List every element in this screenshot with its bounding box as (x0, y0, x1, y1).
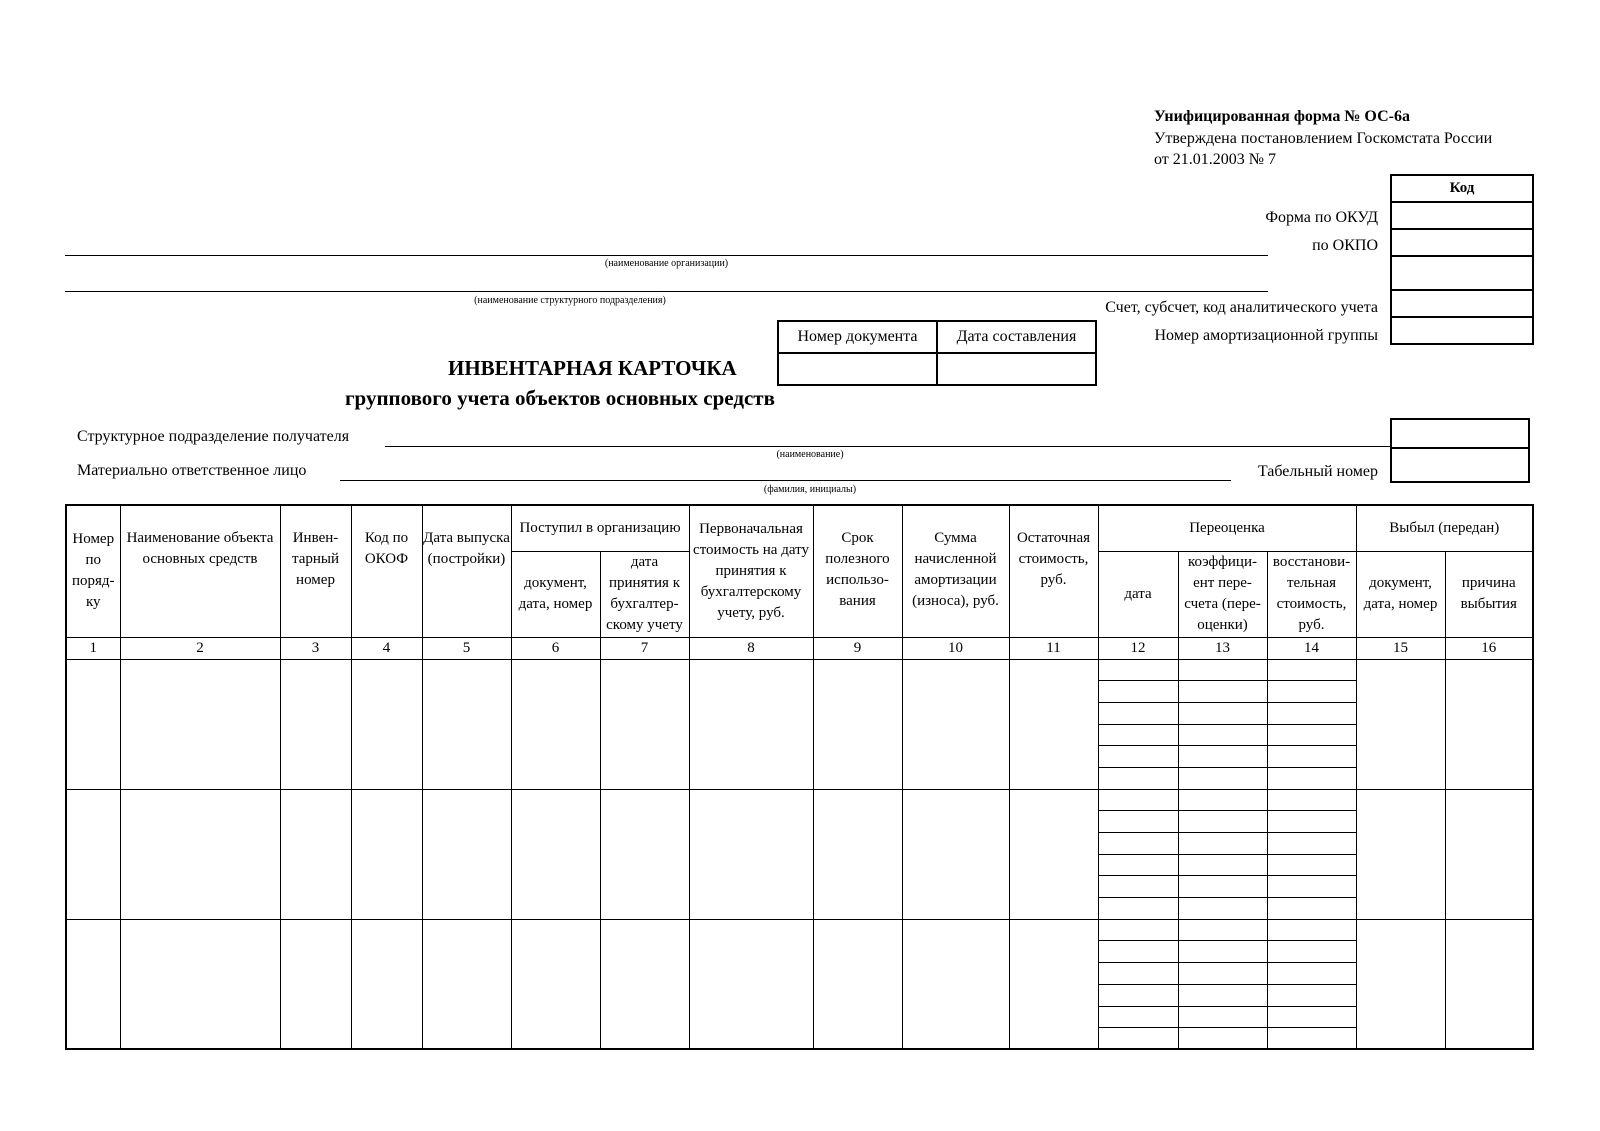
col-number-6: 6 (511, 637, 600, 659)
col-header-14: восстанови-тельная стоимость, руб. (1267, 551, 1356, 637)
revaluation-cell[interactable] (1267, 984, 1356, 1006)
revaluation-cell[interactable] (1267, 811, 1356, 833)
col-header-6-7: Поступил в организацию (511, 505, 689, 551)
revaluation-cell[interactable] (1098, 963, 1178, 985)
okpo-label: по ОКПО (1312, 237, 1378, 254)
revaluation-cell[interactable] (1267, 876, 1356, 898)
revaluation-cell[interactable] (1178, 659, 1267, 681)
okud-code-cell[interactable] (1391, 202, 1533, 229)
table-cell[interactable] (511, 659, 600, 789)
revaluation-cell[interactable] (1178, 1028, 1267, 1050)
revaluation-cell[interactable] (1098, 767, 1178, 789)
col-number-13: 13 (1178, 637, 1267, 659)
table-cell[interactable] (689, 919, 813, 1049)
table-cell[interactable] (351, 659, 422, 789)
table-cell[interactable] (902, 659, 1009, 789)
revaluation-cell[interactable] (1098, 659, 1178, 681)
revaluation-cell[interactable] (1098, 702, 1178, 724)
table-cell[interactable] (120, 919, 280, 1049)
revaluation-cell[interactable] (1267, 681, 1356, 703)
col-header-9: Срок полезного использо-вания (813, 505, 902, 637)
revaluation-cell[interactable] (1267, 898, 1356, 920)
org-name-caption: (наименование организации) (604, 258, 729, 269)
table-cell[interactable] (422, 919, 511, 1049)
table-cell[interactable] (66, 659, 120, 789)
revaluation-cell[interactable] (1098, 746, 1178, 768)
table-cell[interactable] (600, 789, 689, 919)
table-row (66, 659, 1533, 681)
revaluation-cell[interactable] (1267, 833, 1356, 855)
revaluation-cell[interactable] (1267, 702, 1356, 724)
revaluation-cell[interactable] (1267, 854, 1356, 876)
table-cell[interactable] (1009, 659, 1098, 789)
col-header-15: документ, дата, номер (1356, 551, 1445, 637)
table-cell[interactable] (689, 659, 813, 789)
table-cell[interactable] (66, 789, 120, 919)
org-name-line[interactable] (65, 255, 1268, 256)
disposal-cell[interactable] (1445, 659, 1533, 789)
revaluation-cell[interactable] (1098, 876, 1178, 898)
revaluation-cell[interactable] (1178, 1006, 1267, 1028)
col-header-8: Первоначальная стоимость на дату принятия к бухгалтерскому учету, руб. (689, 505, 813, 637)
revaluation-cell[interactable] (1178, 963, 1267, 985)
col-header-7: дата принятия к бухгалтер-скому учету (600, 551, 689, 637)
responsible-person-caption: (фамилия, инициалы) (763, 484, 857, 495)
tab-number-label: Табельный номер (1257, 463, 1378, 480)
col-number-3: 3 (280, 637, 351, 659)
revaluation-cell[interactable] (1267, 789, 1356, 811)
col-number-10: 10 (902, 637, 1009, 659)
revaluation-cell[interactable] (1267, 1006, 1356, 1028)
revaluation-cell[interactable] (1098, 833, 1178, 855)
dept-name-line[interactable] (65, 291, 1268, 292)
disposal-cell[interactable] (1445, 919, 1533, 1049)
col-header-4: Код по ОКОФ (351, 505, 422, 637)
revaluation-cell[interactable] (1098, 811, 1178, 833)
revaluation-cell[interactable] (1098, 898, 1178, 920)
revaluation-cell[interactable] (1178, 833, 1267, 855)
dept-name-caption: (наименование структурного подразделения) (474, 295, 666, 306)
revaluation-cell[interactable] (1178, 789, 1267, 811)
table-cell[interactable] (120, 659, 280, 789)
col-number-16: 16 (1445, 637, 1533, 659)
approval-text: Утверждена постановлением Госкомстата России (1154, 130, 1493, 147)
revaluation-cell[interactable] (1267, 919, 1356, 941)
doc-number-label: Номер документа (778, 321, 937, 353)
codes-head: Код (1391, 175, 1533, 202)
account-code-cell[interactable] (1391, 290, 1533, 317)
table-cell[interactable] (351, 919, 422, 1049)
approval-date: от 21.01.2003 № 7 (1154, 151, 1277, 168)
revaluation-cell[interactable] (1098, 789, 1178, 811)
col-header-11: Остаточная стоимость, руб. (1009, 505, 1098, 637)
doc-number-date-table (777, 320, 1097, 386)
card-subtitle: группового учета объектов основных средств (345, 386, 775, 410)
table-cell[interactable] (280, 789, 351, 919)
col-header-16: причина выбытия (1445, 551, 1533, 637)
responsible-person-label: Материально ответственное лицо (77, 462, 307, 479)
col-header-1: Номер по поряд-ку (66, 505, 120, 637)
revaluation-cell[interactable] (1098, 1006, 1178, 1028)
depr-group-label: Номер амортизационной группы (1154, 327, 1378, 344)
table-cell[interactable] (600, 919, 689, 1049)
table-cell[interactable] (120, 789, 280, 919)
recipient-dept-caption: (наименование) (776, 449, 844, 460)
revaluation-cell[interactable] (1267, 941, 1356, 963)
col-number-8: 8 (689, 637, 813, 659)
col-number-4: 4 (351, 637, 422, 659)
table-cell[interactable] (689, 789, 813, 919)
revaluation-cell[interactable] (1178, 746, 1267, 768)
doc-number-value[interactable] (778, 353, 937, 385)
assets-table (65, 504, 1534, 1050)
disposal-cell[interactable] (1356, 789, 1445, 919)
col-header-2: Наименование объекта основных средств (120, 505, 280, 637)
revaluation-cell[interactable] (1178, 898, 1267, 920)
col-header-12: дата (1098, 551, 1178, 637)
col-number-15: 15 (1356, 637, 1445, 659)
table-cell[interactable] (1009, 919, 1098, 1049)
table-cell[interactable] (511, 789, 600, 919)
okpo-code-cell[interactable] (1391, 229, 1533, 256)
doc-date-value[interactable] (937, 353, 1096, 385)
revaluation-cell[interactable] (1178, 811, 1267, 833)
revaluation-cell[interactable] (1267, 746, 1356, 768)
revaluation-cell[interactable] (1267, 724, 1356, 746)
revaluation-cell[interactable] (1098, 984, 1178, 1006)
table-cell[interactable] (902, 919, 1009, 1049)
revaluation-cell[interactable] (1267, 659, 1356, 681)
revaluation-cell[interactable] (1178, 767, 1267, 789)
col-header-12-14: Переоценка (1098, 505, 1356, 551)
table-cell[interactable] (280, 659, 351, 789)
revaluation-cell[interactable] (1098, 681, 1178, 703)
revaluation-cell[interactable] (1098, 724, 1178, 746)
disposal-cell[interactable] (1445, 789, 1533, 919)
table-row (66, 789, 1533, 811)
form-name: Унифицированная форма № ОС-6а (1154, 108, 1410, 125)
revaluation-cell[interactable] (1267, 767, 1356, 789)
col-number-1: 1 (66, 637, 120, 659)
recipient-dept-line[interactable] (385, 446, 1390, 447)
revaluation-cell[interactable] (1178, 876, 1267, 898)
table-cell[interactable] (1009, 789, 1098, 919)
col-number-11: 11 (1009, 637, 1098, 659)
table-cell[interactable] (813, 659, 902, 789)
revaluation-cell[interactable] (1178, 984, 1267, 1006)
table-cell[interactable] (600, 659, 689, 789)
revaluation-cell[interactable] (1267, 1028, 1356, 1050)
disposal-cell[interactable] (1356, 919, 1445, 1049)
col-number-2: 2 (120, 637, 280, 659)
table-cell[interactable] (351, 789, 422, 919)
responsible-person-line[interactable] (340, 480, 1231, 481)
depr-group-cell[interactable] (1391, 317, 1533, 344)
table-cell[interactable] (66, 919, 120, 1049)
revaluation-cell[interactable] (1098, 1028, 1178, 1050)
disposal-cell[interactable] (1356, 659, 1445, 789)
col-header-6: документ, дата, номер (511, 551, 600, 637)
revaluation-cell[interactable] (1178, 702, 1267, 724)
revaluation-cell[interactable] (1098, 919, 1178, 941)
table-cell[interactable] (422, 659, 511, 789)
codes-table (1390, 174, 1534, 345)
col-header-13: коэффици-ент пере-счета (пере-оценки) (1178, 551, 1267, 637)
card-title: ИНВЕНТАРНАЯ КАРТОЧКА (448, 356, 737, 380)
col-header-10: Сумма начисленной амортизации (износа), руб. (902, 505, 1009, 637)
revaluation-cell[interactable] (1098, 854, 1178, 876)
tab-number-box[interactable] (1390, 447, 1530, 483)
col-number-7: 7 (600, 637, 689, 659)
table-cell[interactable] (422, 789, 511, 919)
recipient-dept-label: Структурное подразделение получателя (77, 428, 350, 445)
revaluation-cell[interactable] (1178, 941, 1267, 963)
col-header-15-16: Выбыл (передан) (1356, 505, 1533, 551)
col-header-5: Дата выпуска (постройки) (422, 505, 511, 637)
table-cell[interactable] (813, 789, 902, 919)
col-header-3: Инвен-тарный номер (280, 505, 351, 637)
col-number-14: 14 (1267, 637, 1356, 659)
okud-label: Форма по ОКУД (1265, 209, 1378, 226)
table-cell[interactable] (813, 919, 902, 1049)
revaluation-cell[interactable] (1267, 963, 1356, 985)
col-number-5: 5 (422, 637, 511, 659)
recipient-code-box[interactable] (1390, 418, 1530, 449)
doc-date-label: Дата составления (937, 321, 1096, 353)
revaluation-cell[interactable] (1098, 941, 1178, 963)
revaluation-cell[interactable] (1178, 919, 1267, 941)
table-cell[interactable] (511, 919, 600, 1049)
revaluation-cell[interactable] (1178, 681, 1267, 703)
revaluation-cell[interactable] (1178, 724, 1267, 746)
table-row (66, 919, 1533, 941)
extra-code-cell[interactable] (1391, 256, 1533, 290)
table-cell[interactable] (280, 919, 351, 1049)
account-label: Счет, субсчет, код аналитического учета (1105, 299, 1378, 316)
col-number-12: 12 (1098, 637, 1178, 659)
revaluation-cell[interactable] (1178, 854, 1267, 876)
col-number-9: 9 (813, 637, 902, 659)
table-cell[interactable] (902, 789, 1009, 919)
